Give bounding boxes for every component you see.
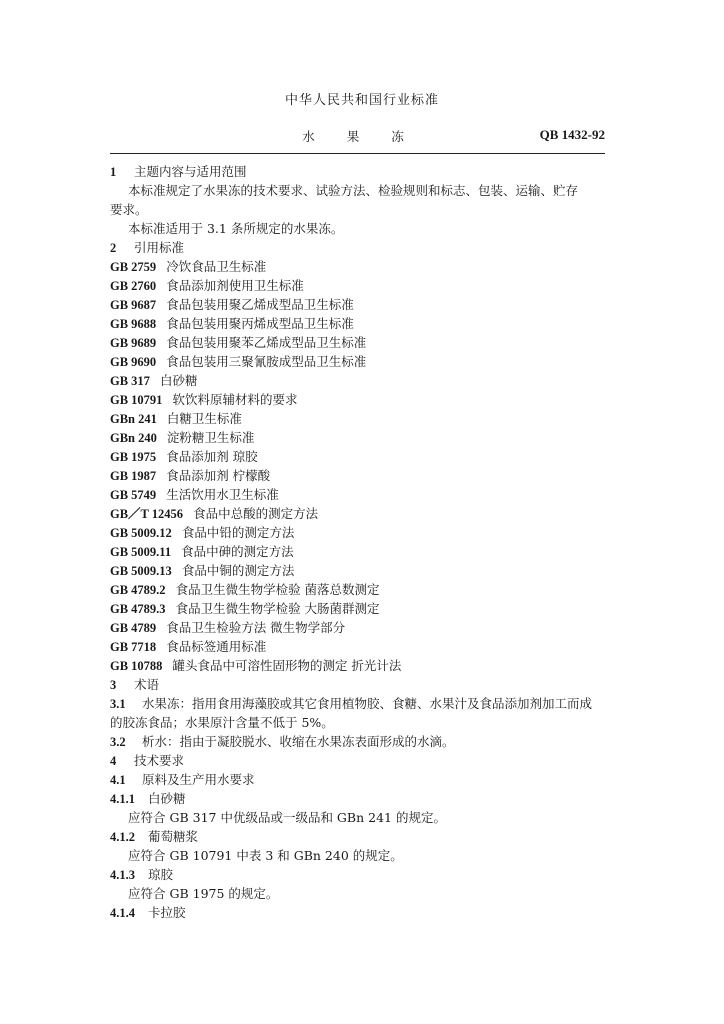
reference-item bbox=[110, 447, 605, 466]
requirement-title: 葡萄糖浆 bbox=[148, 829, 199, 844]
reference-code: GB 4789.2 bbox=[110, 583, 166, 597]
reference-item bbox=[110, 504, 605, 523]
reference-title: 食品包装用三聚氰胺成型品卫生标准 bbox=[166, 354, 367, 369]
reference-title: 食品标签通用标准 bbox=[166, 639, 267, 654]
reference-code: GB 9689 bbox=[110, 336, 157, 350]
section-3-heading bbox=[110, 675, 605, 694]
reference-title: 食品添加剂使用卫生标准 bbox=[166, 278, 304, 293]
reference-title: 食品添加剂 柠檬酸 bbox=[166, 468, 271, 483]
reference-code: GB 1975 bbox=[110, 450, 157, 464]
requirement-title: 卡拉胶 bbox=[148, 905, 186, 920]
reference-code: GB 10788 bbox=[110, 659, 163, 673]
reference-title: 食品中砷的测定方法 bbox=[181, 544, 294, 559]
reference-item bbox=[110, 523, 605, 542]
reference-code: GB 4789 bbox=[110, 621, 157, 635]
section-number: 4 bbox=[110, 754, 117, 768]
reference-item bbox=[110, 637, 605, 656]
requirement-title: 白砂糖 bbox=[148, 791, 186, 806]
paragraph-continued: 要求。 bbox=[110, 202, 148, 217]
reference-code: GB 317 bbox=[110, 374, 150, 388]
clause-number: 4.1 bbox=[110, 773, 126, 787]
reference-code: GBn 241 bbox=[110, 412, 157, 426]
requirement-list bbox=[110, 789, 605, 922]
reference-item bbox=[110, 466, 605, 485]
reference-item bbox=[110, 561, 605, 580]
reference-item bbox=[110, 314, 605, 333]
reference-item bbox=[110, 257, 605, 276]
clause-number: 3.1 bbox=[110, 697, 126, 711]
reference-code: GB 4789.3 bbox=[110, 602, 166, 616]
reference-code: GB 9690 bbox=[110, 355, 157, 369]
document-header bbox=[110, 127, 605, 147]
reference-item bbox=[110, 276, 605, 295]
requirement-heading bbox=[110, 903, 605, 922]
reference-code: GB 9688 bbox=[110, 317, 157, 331]
requirement-text: 应符合 GB 317 中优级品或一级品和 GBn 241 的规定。 bbox=[128, 810, 446, 825]
reference-title: 食品包装用聚乙烯成型品卫生标准 bbox=[166, 297, 354, 312]
subsection-heading bbox=[110, 770, 605, 789]
requirement-heading bbox=[110, 827, 605, 846]
term-text: 水果冻：指用食用海藻胶或其它食用植物胶、食糖、水果汁及食品添加剂加工而成 bbox=[141, 696, 592, 711]
reference-title: 软饮料原辅材料的要求 bbox=[172, 392, 298, 407]
paragraph: 本标准规定了水果冻的技术要求、试验方法、检验规则和标志、包装、运输、贮存 bbox=[128, 183, 579, 198]
reference-title: 食品包装用聚丙烯成型品卫生标准 bbox=[166, 316, 354, 331]
reference-title: 白砂糖 bbox=[159, 373, 198, 388]
clause-number: 3.2 bbox=[110, 735, 126, 749]
reference-title: 淀粉糖卫生标准 bbox=[166, 430, 255, 445]
clause-number: 4.1.1 bbox=[110, 792, 135, 806]
reference-code: GB 7718 bbox=[110, 640, 157, 654]
reference-item bbox=[110, 656, 605, 675]
reference-item bbox=[110, 333, 605, 352]
reference-title: 食品卫生微生物学检验 大肠菌群测定 bbox=[175, 601, 380, 616]
section-2-heading bbox=[110, 238, 605, 257]
section-4-heading bbox=[110, 751, 605, 770]
subsection-title: 原料及生产用水要求 bbox=[141, 772, 255, 787]
reference-item bbox=[110, 352, 605, 371]
reference-title: 食品中铜的测定方法 bbox=[181, 563, 295, 578]
reference-item bbox=[110, 390, 605, 409]
document-title: 水 果 冻 bbox=[302, 129, 418, 144]
section-title: 主题内容与适用范围 bbox=[133, 164, 247, 179]
reference-item bbox=[110, 580, 605, 599]
clause-number: 4.1.4 bbox=[110, 906, 135, 920]
reference-code: GB／T 12456 bbox=[110, 507, 184, 521]
reference-item bbox=[110, 542, 605, 561]
term-text-continued: 的胶冻食品；水果原汁含量不低于 5%。 bbox=[110, 715, 334, 730]
reference-code: GB 5749 bbox=[110, 488, 157, 502]
reference-title: 食品中铅的测定方法 bbox=[181, 525, 295, 540]
standard-code: QB 1432-92 bbox=[539, 127, 605, 142]
reference-code: GB 5009.11 bbox=[110, 545, 172, 559]
reference-code: GB 5009.12 bbox=[110, 526, 172, 540]
reference-list bbox=[110, 257, 605, 675]
reference-code: GB 2760 bbox=[110, 279, 157, 293]
reference-code: GBn 240 bbox=[110, 431, 157, 445]
reference-item bbox=[110, 428, 605, 447]
reference-code: GB 5009.13 bbox=[110, 564, 172, 578]
section-number: 1 bbox=[110, 165, 117, 179]
reference-item bbox=[110, 371, 605, 390]
section-number: 3 bbox=[110, 678, 117, 692]
requirement-heading bbox=[110, 865, 605, 884]
section-number: 2 bbox=[110, 241, 117, 255]
reference-item bbox=[110, 485, 605, 504]
reference-code: GB 10791 bbox=[110, 393, 163, 407]
reference-item bbox=[110, 409, 605, 428]
header-rule bbox=[110, 153, 605, 154]
paragraph: 本标准适用于 3.1 条所规定的水果冻。 bbox=[128, 221, 344, 236]
section-title: 术语 bbox=[133, 677, 159, 692]
term-text: 析水：指由于凝胶脱水、收缩在水果冻表面形成的水滴。 bbox=[141, 734, 455, 749]
section-1-heading bbox=[110, 162, 605, 181]
reference-item bbox=[110, 599, 605, 618]
reference-title: 生活饮用水卫生标准 bbox=[166, 487, 279, 502]
requirement-text: 应符合 GB 10791 中表 3 和 GBn 240 的规定。 bbox=[128, 848, 403, 863]
reference-item bbox=[110, 618, 605, 637]
requirement-heading bbox=[110, 789, 605, 808]
reference-item bbox=[110, 295, 605, 314]
clause-number: 4.1.2 bbox=[110, 830, 135, 844]
term-definition bbox=[110, 732, 605, 751]
clause-number: 4.1.3 bbox=[110, 868, 135, 882]
reference-title: 食品添加剂 琼胶 bbox=[166, 449, 258, 464]
reference-title: 冷饮食品卫生标准 bbox=[166, 259, 267, 274]
reference-code: GB 1987 bbox=[110, 469, 157, 483]
reference-code: GB 9687 bbox=[110, 298, 157, 312]
document-body bbox=[110, 162, 605, 922]
reference-code: GB 2759 bbox=[110, 260, 157, 274]
reference-title: 食品包装用聚苯乙烯成型品卫生标准 bbox=[166, 335, 367, 350]
requirement-title: 琼胶 bbox=[148, 867, 174, 882]
top-title: 中华人民共和国行业标准 bbox=[284, 93, 439, 108]
reference-title: 食品卫生微生物学检验 菌落总数测定 bbox=[175, 582, 380, 597]
reference-title: 罐头食品中可溶性固形物的测定 折光计法 bbox=[172, 658, 402, 673]
section-title: 引用标准 bbox=[133, 240, 184, 255]
reference-title: 食品卫生检验方法 微生物学部分 bbox=[166, 620, 346, 635]
term-definition bbox=[110, 694, 605, 713]
reference-title: 食品中总酸的测定方法 bbox=[193, 506, 319, 521]
requirement-text: 应符合 GB 1975 的规定。 bbox=[128, 886, 279, 901]
section-title: 技术要求 bbox=[133, 753, 184, 768]
reference-title: 白糖卫生标准 bbox=[166, 411, 242, 426]
